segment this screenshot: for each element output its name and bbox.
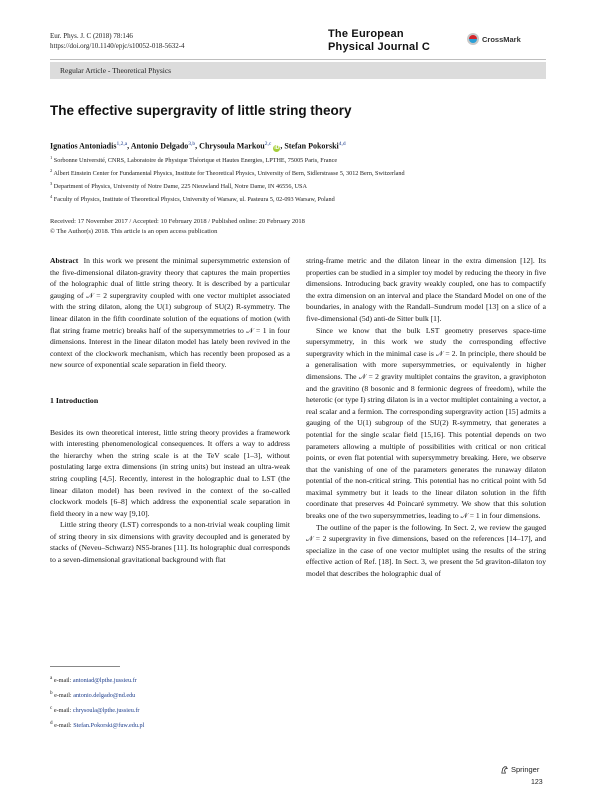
author-name[interactable]: Stefan Pokorski bbox=[284, 141, 339, 151]
copyright-text: © The Author(s) 2018. This article is an open access publication bbox=[50, 228, 218, 235]
springer-horse-icon bbox=[500, 765, 509, 774]
publisher-name: Springer bbox=[511, 765, 540, 774]
journal-citation-block bbox=[50, 31, 185, 51]
author-affil-mark[interactable]: 2,c bbox=[264, 141, 272, 147]
crossmark-label: CrossMark bbox=[482, 34, 521, 44]
affiliation-item: $^3$ Department of Physics, University of Notre Dame, 225 Nieuwland Hall, Notre Dame, IN 46556, USA bbox=[50, 181, 307, 191]
left-column bbox=[50, 255, 290, 566]
journal-title-line2: Physical Journal C bbox=[328, 41, 431, 53]
publisher-logo bbox=[500, 765, 539, 774]
author-name[interactable]: Chrysoula Markou bbox=[199, 141, 265, 151]
publication-dates bbox=[50, 217, 550, 237]
email-link[interactable]: chrysoula@lpthe.jussieu.fr bbox=[72, 707, 140, 715]
page-number: 123 bbox=[531, 779, 543, 786]
footnote-item: $^b$ e-mail: antonio.delgado@nd.edu bbox=[50, 690, 136, 700]
dates-text: Received: 17 November 2017 / Accepted: 10 February 2018 / Published online: 20 February 2018 bbox=[50, 218, 305, 225]
author-list: Ignatios Antoniadis$^{1,2,a}$, Antonio Delgado$^{3,b}$, Chrysoula Markou$^{2,c}$ iD, Stefan Pokorski$^{4,d}$ bbox=[50, 141, 346, 151]
footnote-item: $^d$ e-mail: Stefan.Pokorski@fuw.edu.pl bbox=[50, 720, 145, 730]
email-link[interactable]: antoniad@lpthe.jussieu.fr bbox=[72, 677, 137, 685]
author-affil-mark[interactable]: 3,b bbox=[188, 141, 196, 147]
orcid-icon[interactable]: iD bbox=[274, 144, 280, 151]
crossmark-badge[interactable] bbox=[467, 33, 521, 45]
abstract-text: In this work we present the minimal supersymmetric extension of the five-dimensional dilaton-gravity theory that captures the main properties of the holographic dual of little string theory. It is described by a particular gauging of 𝒩 = 2 supergravity coupled with one vector multiplet associated with the string dilaton, along the U(1) subgroup of SU(2) R-symmetry. The linear dilaton in the fifth coordinate solution of the equations of motion (with flat string frame metric) breaks half of the supersymmetries to 𝒩 = 1 in four dimensions. Interest in the linear dilaton model has lately been revived in the context of the clockwork mechanism, which has recently been proposed as a new source of exponential scale separation in field theory. bbox=[50, 256, 291, 370]
article-type-bar bbox=[50, 62, 546, 79]
email-link[interactable]: antonio.delgado@nd.edu bbox=[73, 692, 136, 700]
body-paragraph: Besides its own theoretical interest, little string theory provides a framework with interesting phenomenological consequences. It offers a way to address the hierarchy when the string scale is at the TeV scale [1–3], without postulating large extra dimensions (in string units) but instead an ultra-weak string coupling [4,5]. Recently, interest in the holographic dual to LST (the linear dilaton model) has been revived in the context of the so-called clockwork models [6–8] which address the exponential scale separation in field theory in a new way [9,10]. bbox=[50, 427, 290, 518]
affiliation-item: $^2$ Albert Einstein Center for Fundamental Physics, Institute for Theoretical Physics, University of Bern, Sidlerstrasse 5, 3012 Bern, Switzerland bbox=[50, 168, 405, 178]
footnote-rule bbox=[50, 666, 120, 667]
affiliation-item: $^1$ Sorbonne Université, CNRS, Laboratoire de Physique Théorique et Hautes Energies, LPTHE, 75005 Paris, France bbox=[50, 155, 338, 165]
author-name[interactable]: Antonio Delgado bbox=[130, 141, 189, 151]
journal-title-line1: The European bbox=[328, 28, 404, 40]
right-column bbox=[306, 255, 546, 580]
footnote-list bbox=[50, 672, 290, 732]
author-name[interactable]: Ignatios Antoniadis bbox=[50, 141, 117, 151]
body-paragraph: The outline of the paper is the following. In Sect. 2, we review the gauged 𝒩 = 2 supergravity in five dimensions, based on the references [14–17], and specialize in the case of one vector multiplet using the results of the string effective action of Ref. [18]. In Sect. 3, we present the 5d graviton-dilaton toy model that describes the holographic dual of bbox=[306, 522, 546, 579]
email-link[interactable]: Stefan.Pokorski@fuw.edu.pl bbox=[73, 722, 145, 730]
doi-link[interactable]: https://doi.org/10.1140/epjc/s10052-018-5632-4 bbox=[50, 42, 185, 50]
journal-logo bbox=[328, 28, 458, 54]
crossmark-icon bbox=[467, 33, 479, 45]
body-paragraph: Since we know that the bulk LST geometry preserves space-time supersymmetry, in this work we study the corresponding effective supergravity which in the minimal case is 𝒩 = 2. In principle, there should be a generalisation with more supersymmetries, or equivalently in higher dimensions. The 𝒩 = 2 gravity multiplet contains the graviton, a graviphoton and the gravitino (8 bosonic and 8 fermionic degrees of freedom), while the heterotic (or type I) string dilaton is in a vector multiplet containing a vector, a real scalar and a fermion. The corresponding supergravity action [15] admits a gauging of the U(1) subgroup of the SU(2) R-symmetry, that generates a potential for the single scalar field [15,16]. This potential depends on two parameters allowing a multiple of possibilities with critical or non critical points, or even flat potential with supersymmetry breaking. Here, we observe that the vanishing of one of the parameters generates the runaway dilaton potential of the non-critical string. This potential has no critical point with 5d maximal symmetry but it leads to the linear dilaton solution in the fifth coordinate that preserves 4d Poincaré symmetry. We show that this solution breaks one of the two supersymmetries, leading to 𝒩 = 1 in four dimensions. bbox=[306, 325, 546, 521]
article-type-label: Regular Article - Theoretical Physics bbox=[60, 66, 172, 75]
body-paragraph: Little string theory (LST) corresponds to a non-trivial weak coupling limit of string theory in six dimensions with gravity decoupled and is generated by stacks of (Neveu–Schwarz) NS5-branes [11]. Its holographic dual corresponds to a seven-dimensional gravitational background with flat bbox=[50, 520, 290, 565]
body-paragraph: string-frame metric and the dilaton linear in the extra dimension [12]. Its properties can be studied in a simpler toy model by reducing the theory in five dimensions. Introducing back gravity weakly coupled, one has to compactify the extra dimension on an interval and place the Standard Model on one of the boundaries, in analogy with the Randall–Sundrum model [13] on a slice of a five-dimensional (5d) anti-de Sitter bulk [1]. bbox=[306, 256, 546, 323]
affiliation-list bbox=[50, 153, 550, 205]
affiliation-item: $^4$ Faculty of Physics, Institute of Theoretical Physics, University of Warsaw, ul. Pasteura 5, 02-093 Warsaw, Poland bbox=[50, 194, 335, 204]
citation-text: Eur. Phys. J. C (2018) 78:146 bbox=[50, 32, 133, 40]
footnote-item: $^a$ e-mail: antoniad@lpthe.jussieu.fr bbox=[50, 675, 137, 685]
abstract-paragraph bbox=[50, 255, 290, 371]
section-heading: 1 Introduction bbox=[50, 395, 99, 405]
author-affil-mark[interactable]: 4,d bbox=[338, 141, 346, 147]
paper-title: The effective supergravity of little string theory bbox=[50, 103, 352, 118]
footnote-item: $^c$ e-mail: chrysoula@lpthe.jussieu.fr bbox=[50, 705, 140, 715]
abstract-label: Abstract bbox=[50, 256, 79, 265]
author-affil-mark[interactable]: 1,2,a bbox=[116, 141, 128, 147]
header-rule bbox=[50, 59, 546, 60]
